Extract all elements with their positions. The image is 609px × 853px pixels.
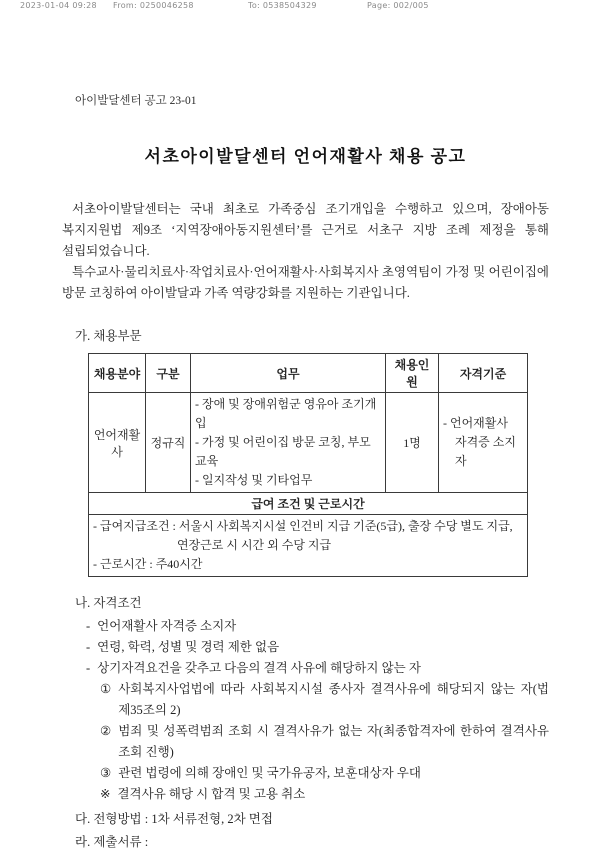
notice-number: 아이발달센터 공고 23-01	[75, 95, 197, 107]
section-heading-required-documents: 라. 제출서류 :	[75, 835, 149, 849]
pay-section-body	[89, 515, 528, 577]
pay-section-title: 급여 조건 및 근로시간	[89, 493, 528, 515]
list-item	[62, 637, 549, 658]
fax-page-count: Page: 002/005	[367, 1, 429, 10]
cell-field: 언어재활사	[89, 393, 146, 493]
list-item-marker: ②	[100, 724, 112, 738]
pay-section-body-row	[89, 515, 528, 577]
list-item	[62, 784, 549, 805]
working-hours-line: - 근로시간 : 주40시간	[93, 557, 203, 571]
intro-section	[62, 199, 549, 304]
fax-to-number: To: 0538504329	[248, 1, 317, 10]
page-title: 서초아이발달센터 언어재활사 채용 공고	[144, 147, 467, 166]
list-item	[62, 616, 549, 637]
list-item-marker: ※	[100, 787, 111, 801]
qualification-list	[62, 616, 549, 805]
qualification-section	[62, 593, 549, 805]
section-heading-recruitment: 가. 채용부문	[75, 329, 142, 343]
duty-item: - 가정 및 어린이집 방문 코칭, 부모교육	[195, 435, 371, 468]
list-item-marker: -	[86, 661, 91, 675]
list-item-text: 관련 법령에 의해 장애인 및 국가유공자, 보훈대상자 우대	[118, 766, 421, 780]
pay-section-header-row	[89, 493, 528, 515]
list-item	[62, 658, 549, 679]
list-item	[62, 721, 549, 763]
cell-duties	[191, 393, 386, 493]
list-item-marker: ①	[100, 682, 112, 696]
list-item-text: 연령, 학력, 성별 및 경력 제한 없음	[97, 640, 280, 654]
intro-paragraph-2: 특수교사·물리치료사·작업치료사·언어재활사·사회복지사 초영역팀이 가정 및 어린이집에 방문 코칭하여 아이발달과 가족 역량강화를 지원하는 기관입니다.	[62, 265, 549, 300]
list-item-text: 범죄 및 성폭력범죄 조회 시 결격사유가 없는 자(최종합격자에 한하여 결격사유 조회 진행)	[118, 724, 549, 759]
fax-datetime: 2023-01-04 09:28	[20, 1, 97, 10]
list-item-text: 언어재활사 자격증 소지자	[97, 619, 237, 633]
list-item-text: 상기자격요건을 갖추고 다음의 결격 사유에 해당하지 않는 자	[97, 661, 421, 675]
pay-condition-line: - 급여지급조건 : 서울시 사회복지시설 인건비 지급 기준(5급), 출장 수당 별도 지급,	[93, 519, 513, 533]
list-item-marker: -	[86, 619, 91, 633]
cell-type: 정규직	[146, 393, 191, 493]
fax-from-number: From: 0250046258	[113, 1, 194, 10]
table-row	[89, 393, 528, 493]
column-header-duties: 업무	[191, 354, 386, 393]
pay-condition-line: 연장근로 시 시간 외 수당 지급	[177, 538, 332, 552]
intro-paragraph-1: 서초아이발달센터는 국내 최초로 가족중심 조기개입을 수행하고 있으며, 장애아동 복지지원법 제9조 ‘지역장애아동지원센터’를 근거로 서초구 지방 조례 제정을 통해 설립되었습니다.	[62, 202, 549, 258]
list-item-text: 사회복지사업법에 따라 사회복지시설 종사자 결격사유에 해당되지 않는 자(법 제35조의 2)	[118, 682, 549, 717]
list-item-marker: -	[86, 640, 91, 654]
duty-item: - 일지작성 및 기타업무	[195, 473, 313, 487]
list-item-marker: ③	[100, 766, 112, 780]
list-item-text: 결격사유 해당 시 합격 및 고용 취소	[117, 787, 306, 801]
cell-qualification	[439, 393, 528, 493]
section-heading-qualification: 나. 자격조건	[75, 596, 142, 610]
duty-item: - 장애 및 장애위험군 영유아 조기개입	[195, 397, 377, 430]
list-item	[62, 679, 549, 721]
column-header-headcount: 채용인원	[386, 354, 439, 393]
column-header-qualification: 자격기준	[439, 354, 528, 393]
qualification-line: - 언어재활사	[443, 416, 508, 430]
cell-headcount: 1명	[386, 393, 439, 493]
table-header-row	[89, 354, 528, 393]
recruitment-table	[88, 353, 528, 577]
qualification-line: 자격증 소지자	[455, 435, 516, 468]
list-item	[62, 763, 549, 784]
section-heading-selection-method: 다. 전형방법 : 1차 서류전형, 2차 면접	[75, 812, 273, 826]
column-header-field: 채용분야	[89, 354, 146, 393]
column-header-type: 구분	[146, 354, 191, 393]
